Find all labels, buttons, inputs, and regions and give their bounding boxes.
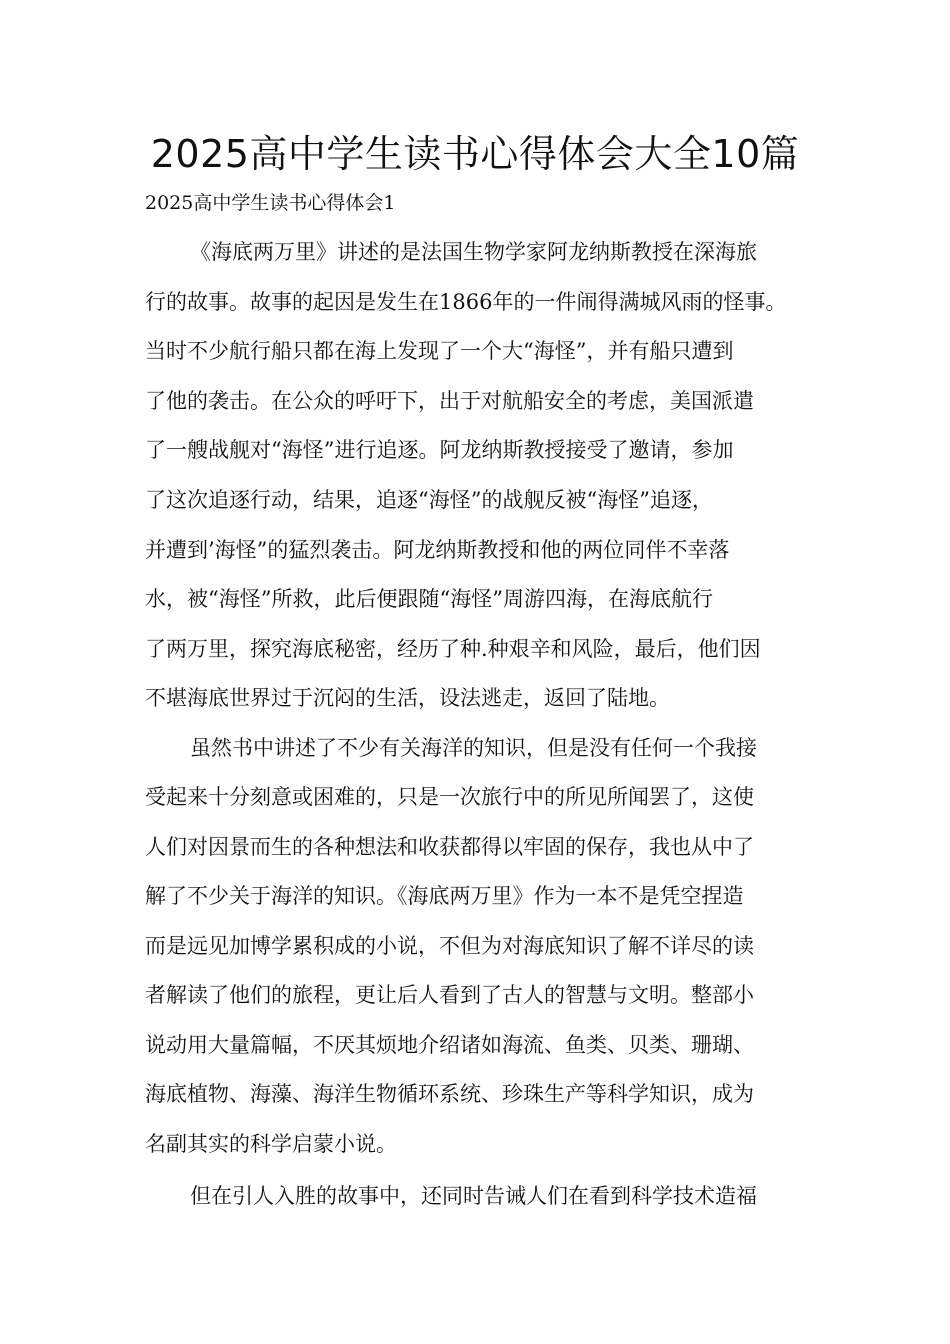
text-line: 了他的袭击。在公众的呼吁下，出于对航船安全的考虑，美国派遣 — [145, 389, 754, 413]
text-line: 虽然书中讲述了不少有关海洋的知识，但是没有任何一个我接 — [190, 736, 757, 760]
text-line: 而是远见加博学累积成的小说，不但为对海底知识了解不详尽的读 — [145, 934, 754, 958]
text-line: 并遭到’海怪”的猛烈袭击。阿龙纳斯教授和他的两位同伴不幸落 — [145, 538, 730, 562]
text-line: 《海底两万里》讲述的是法国生物学家阿龙纳斯教授在深海旅 — [190, 240, 757, 264]
text-line: 海底植物、海藻、海洋生物循环系统、珍珠生产等科学知识，成为 — [145, 1082, 754, 1106]
text-line: 当时不少航行船只都在海上发现了一个大“海怪”，并有船只遭到 — [145, 339, 734, 363]
section-heading: 2025高中学生读书心得体会1 — [145, 192, 396, 214]
text-line: 水，被“海怪”所救，此后便跟随“海怪”周游四海，在海底航行 — [145, 587, 713, 611]
text-line: 了这次追逐行动，结果，追逐“海怪”的战舰反被“海怪”追逐， — [145, 488, 713, 512]
text-line: 解了不少关于海洋的知识。《海底两万里》作为一本不是凭空捏造 — [145, 884, 744, 908]
text-line: 不堪海底世界过于沉闷的生活，设法逃走，返回了陆地。 — [145, 686, 670, 710]
text-line: 但在引人入胜的故事中，还同时告诫人们在看到科学技术造福 — [190, 1184, 757, 1208]
text-line: 者解读了他们的旅程，更让后人看到了古人的智慧与文明。整部小 — [145, 983, 754, 1007]
text-line: 受起来十分刻意或困难的，只是一次旅行中的所见所闻罢了，这使 — [145, 785, 754, 809]
text-line: 了两万里，探究海底秘密，经历了种.种艰辛和风险，最后，他们因 — [145, 637, 761, 661]
text-line: 了一艘战舰对“海怪”进行追逐。阿龙纳斯教授接受了邀请，参加 — [145, 438, 734, 462]
text-line: 说动用大量篇幅，不厌其烦地介绍诸如海流、鱼类、贝类、珊瑚、 — [145, 1033, 754, 1057]
text-line: 行的故事。故事的起因是发生在1866年的一件闹得满城风雨的怪事。 — [145, 290, 787, 314]
text-line: 人们对因景而生的各种想法和收获都得以牢固的保存，我也从中了 — [145, 835, 754, 859]
text-line: 名副其实的科学启蒙小说。 — [145, 1132, 397, 1156]
document-title: 2025高中学生读书心得体会大全10篇 — [150, 132, 800, 176]
